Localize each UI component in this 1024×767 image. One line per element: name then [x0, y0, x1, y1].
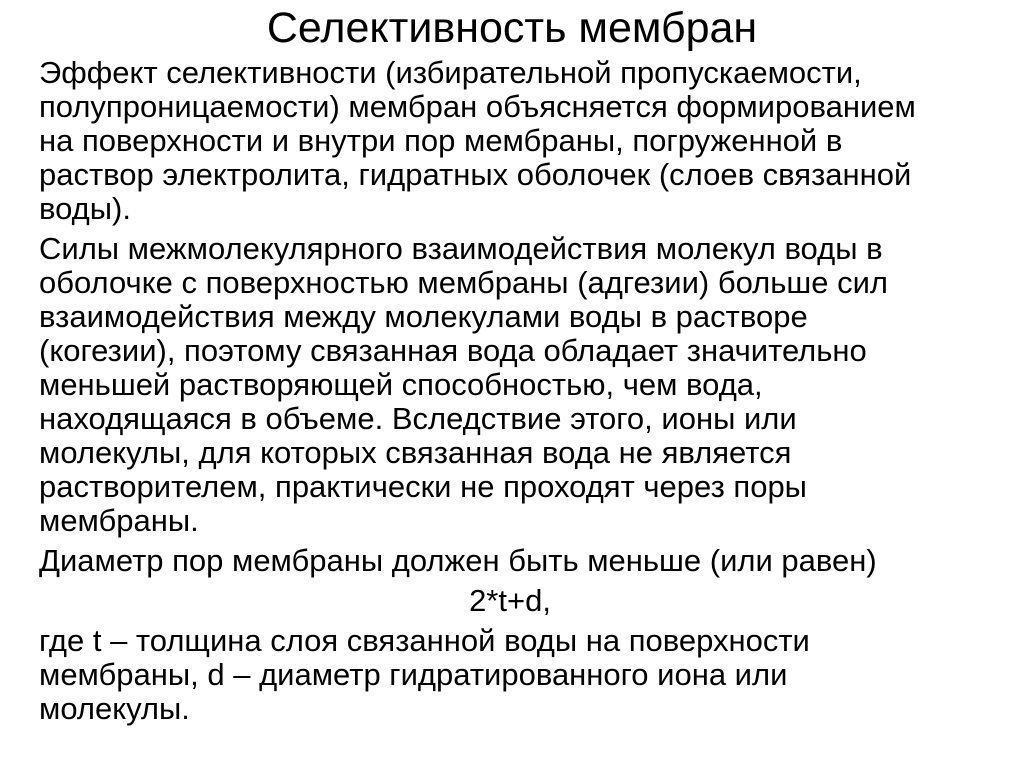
text-line: Эффект селективности (избирательной пропускаемости, — [39, 55, 862, 90]
paragraph-pore-diameter — [8, 544, 1012, 578]
text-line: мембраны, d – диаметр гидратированного иона или — [39, 657, 788, 692]
formula: 2*t+d, — [469, 583, 551, 618]
paragraph-formula-explanation — [8, 624, 1012, 726]
text-line: находящаяся в объеме. Вследствие этого, ионы или — [39, 401, 797, 436]
text-line: молекулы, для которых связанная вода не является — [39, 435, 792, 470]
text-line: молекулы. — [39, 691, 190, 726]
paragraph-intermolecular-forces — [8, 232, 1012, 538]
paragraph-selectivity-effect — [8, 56, 1012, 226]
text-line: мембраны. — [39, 503, 199, 538]
text-line: оболочке с поверхностью мембраны (адгезии) больше сил — [39, 265, 889, 300]
text-line: Силы межмолекулярного взаимодействия молекул воды в — [39, 231, 883, 266]
slide-body — [8, 56, 1012, 732]
slide-title: Селективность мембран — [266, 4, 758, 52]
text-line: меньшей растворяющей способностью, чем вода, — [39, 367, 763, 402]
text-line: где t – толщина слоя связанной воды на поверхности — [39, 623, 810, 658]
text-line: (когезии), поэтому связанная вода обладает значительно — [39, 333, 867, 368]
text-line: на поверхности и внутри пор мембраны, погруженной в — [39, 123, 843, 158]
text-line: раствор электролита, гидратных оболочек (слоев связанной — [39, 157, 912, 192]
text-line: растворителем, практически не проходят через поры — [39, 469, 807, 504]
text-line: полупроницаемости) мембран объясняется формированием — [39, 89, 916, 124]
text-line: взаимодействия между молекулами воды в растворе — [39, 299, 808, 334]
text-line: Диаметр пор мембраны должен быть меньше (или равен) — [39, 543, 877, 578]
text-line: воды). — [39, 191, 131, 226]
